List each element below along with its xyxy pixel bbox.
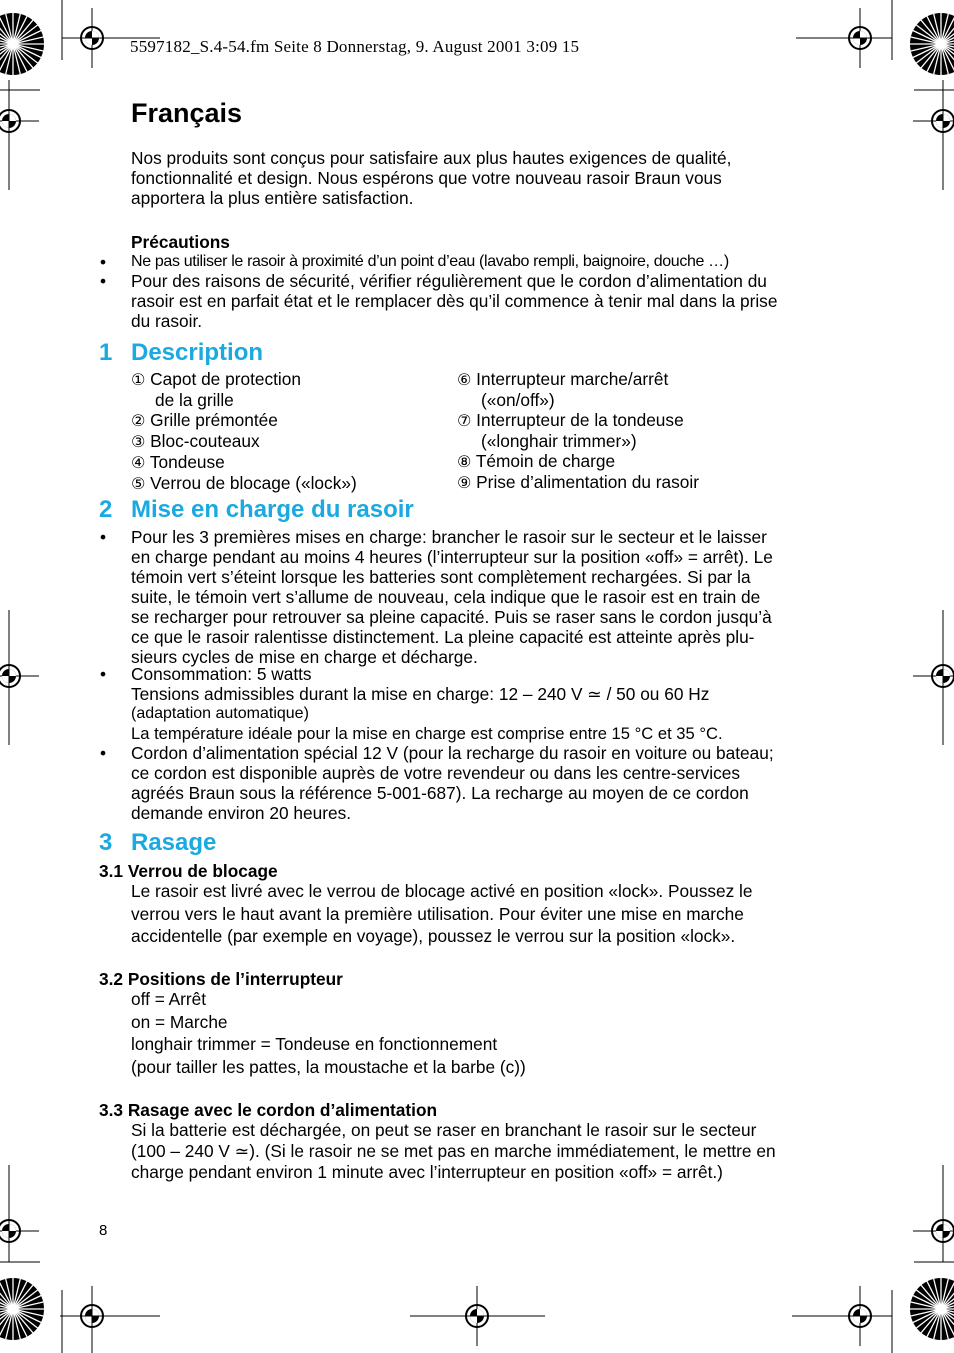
text-line: Pour les 3 premières mises en charge: brancher le rasoir sur le secteur et le laisser [131, 527, 767, 547]
item-label: Bloc-couteaux [150, 431, 260, 451]
item-label: Tondeuse [149, 452, 225, 472]
section-number: 1 [99, 339, 113, 366]
switch-positions [131, 988, 861, 1078]
description-item [457, 451, 857, 472]
intro-paragraph [131, 148, 861, 208]
description-item [457, 369, 857, 390]
text-line: demande environ 20 heures. [131, 803, 352, 823]
description-right-column [457, 369, 857, 493]
description-item-cont [457, 390, 857, 410]
item-mark: ⑤ [131, 474, 146, 493]
intro-line: fonctionnalité et design. Nous espérons que votre nouveau rasoir Braun vous [131, 168, 722, 188]
section-number: 2 [99, 496, 113, 523]
text-line: longhair trimmer = Tondeuse en fonctionnement [131, 1034, 498, 1054]
text-line: (pour tailler les pattes, la moustache et la barbe (c)) [131, 1056, 526, 1077]
precaution-line: rasoir est en parfait état et le remplacer dès qu’il commence à tenir mal dans la prise [131, 291, 778, 311]
description-item-cont [131, 390, 451, 410]
section-title: Mise en charge du rasoir [131, 496, 414, 523]
precaution-line: Pour des raisons de sécurité, vérifier régulièrement que le cordon d’alimentation du [131, 271, 767, 291]
item-label: Verrou de blocage («lock») [150, 473, 357, 493]
precaution-line: du rasoir. [131, 311, 203, 331]
cord-shaving-paragraph [131, 1120, 861, 1183]
bullet-mark: • [100, 743, 107, 763]
text-line: ce que le rasoir ralentisse distinctement. La pleine capacité est atteinte après plu- [131, 627, 755, 647]
item-label: («on/off») [481, 390, 555, 410]
description-item [457, 410, 857, 431]
intro-line: Nos produits sont conçus pour satisfaire aux plus hautes exigences de qualité, [131, 148, 732, 168]
bullet-mark: • [100, 527, 107, 547]
page-number: 8 [99, 1222, 108, 1239]
text-line: agréés Braun sous la référence 5-001-687). La recharge au moyen de ce cordon [131, 783, 749, 803]
subsection-heading: 3.3 Rasage avec le cordon d’alimentation [99, 1100, 438, 1120]
description-item [131, 473, 451, 494]
section-number: 3 [99, 829, 113, 856]
item-mark: ③ [131, 432, 146, 451]
subsection-heading: 3.1 Verrou de blocage [99, 861, 278, 881]
description-item [131, 369, 451, 390]
item-label: de la grille [155, 390, 234, 410]
precaution-item [131, 252, 861, 272]
precaution-line: Ne pas utiliser le rasoir à proximité d’un point d’eau (lavabo rempli, baignoire, douche …) [131, 253, 729, 270]
text-line: La température idéale pour la mise en charge est comprise entre 15 °C et 35 °C. [131, 724, 723, 743]
text-line: Cordon d’alimentation spécial 12 V (pour la recharge du rasoir en voiture ou bateau; [131, 743, 774, 763]
bullet-mark: • [100, 271, 107, 291]
text-line: Le rasoir est livré avec le verrou de blocage activé en position «lock». Poussez le [131, 881, 753, 901]
text-line: (100 – 240 V ≃). (Si le rasoir ne se met pas en marche immédiatement, le mettre en [131, 1141, 776, 1161]
precaution-item [131, 271, 861, 331]
item-mark: ⑦ [457, 411, 472, 430]
text-line: Si la batterie est déchargée, on peut se raser en branchant le rasoir sur le secteur [131, 1120, 757, 1140]
text-line: accidentelle (par exemple en voyage), poussez le verrou sur la position «lock». [131, 926, 736, 946]
bullet-mark: • [100, 252, 107, 272]
text-line: (adaptation automatique) [131, 705, 309, 722]
description-left-column [131, 369, 451, 494]
item-label: Prise d’alimentation du rasoir [476, 472, 699, 492]
text-line: on = Marche [131, 1011, 228, 1032]
item-label: («longhair trimmer») [481, 431, 637, 451]
text-line: off = Arrêt [131, 989, 207, 1009]
section-title: Description [131, 339, 264, 366]
item-mark: ① [131, 370, 146, 389]
text-line: sieurs cycles de mise en charge et décharge. [131, 647, 478, 667]
charging-paragraph [131, 527, 861, 667]
description-item [131, 452, 451, 473]
text-line: suite, le témoin vert s’allume de nouveau, cela indique que le rasoir est en train de [131, 587, 761, 607]
page-title: Français [131, 98, 243, 128]
description-item [457, 472, 857, 493]
description-item [131, 431, 451, 452]
item-label: Interrupteur de la tondeuse [476, 410, 684, 430]
text-line: Consommation: 5 watts [131, 664, 312, 684]
description-item-cont [457, 431, 857, 451]
item-label: Capot de protection [150, 369, 301, 389]
text-line: témoin vert s’éteint lorsque les batteries sont complètement rechargées. Si par la [131, 567, 751, 587]
section-title: Rasage [131, 829, 217, 856]
intro-line: apportera la plus entière satisfaction. [131, 188, 414, 208]
item-label: Grille prémontée [150, 410, 278, 430]
description-item [131, 410, 451, 431]
item-label: Interrupteur marche/arrêt [476, 369, 669, 389]
cord-paragraph [131, 743, 861, 823]
item-mark: ⑧ [457, 452, 472, 471]
text-line: en charge pendant au moins 4 heures (l’interrupteur sur la position «off» = arrêt). Le [131, 547, 773, 567]
item-mark: ④ [131, 453, 146, 472]
text-line: ce cordon est disponible auprès de votre revendeur ou dans les centre-services [131, 763, 741, 783]
text-line: Tensions admissibles durant la mise en charge: 12 – 240 V ≃ / 50 ou 60 Hz [131, 684, 710, 704]
consumption-paragraph [131, 664, 861, 744]
bullet-mark: • [100, 664, 107, 684]
item-mark: ⑨ [457, 473, 472, 492]
text-line: se recharger pour retrouver sa pleine capacité. Puis se raser sans le cordon jusqu’à [131, 607, 772, 627]
text-line: charge pendant environ 1 minute avec l’interrupteur en position «off» = arrêt.) [131, 1162, 723, 1182]
item-mark: ⑥ [457, 370, 472, 389]
lock-paragraph [131, 880, 861, 948]
precautions-heading: Précautions [131, 232, 230, 252]
subsection-heading: 3.2 Positions de l’interrupteur [99, 969, 343, 989]
item-mark: ② [131, 411, 146, 430]
file-info-header: 5597182_S.4-54.fm Seite 8 Donnerstag, 9. August 2001 3:09 15 [130, 37, 580, 56]
text-line: verrou vers le haut avant la première utilisation. Pour éviter une mise en marche [131, 903, 744, 924]
item-label: Témoin de charge [475, 451, 616, 471]
